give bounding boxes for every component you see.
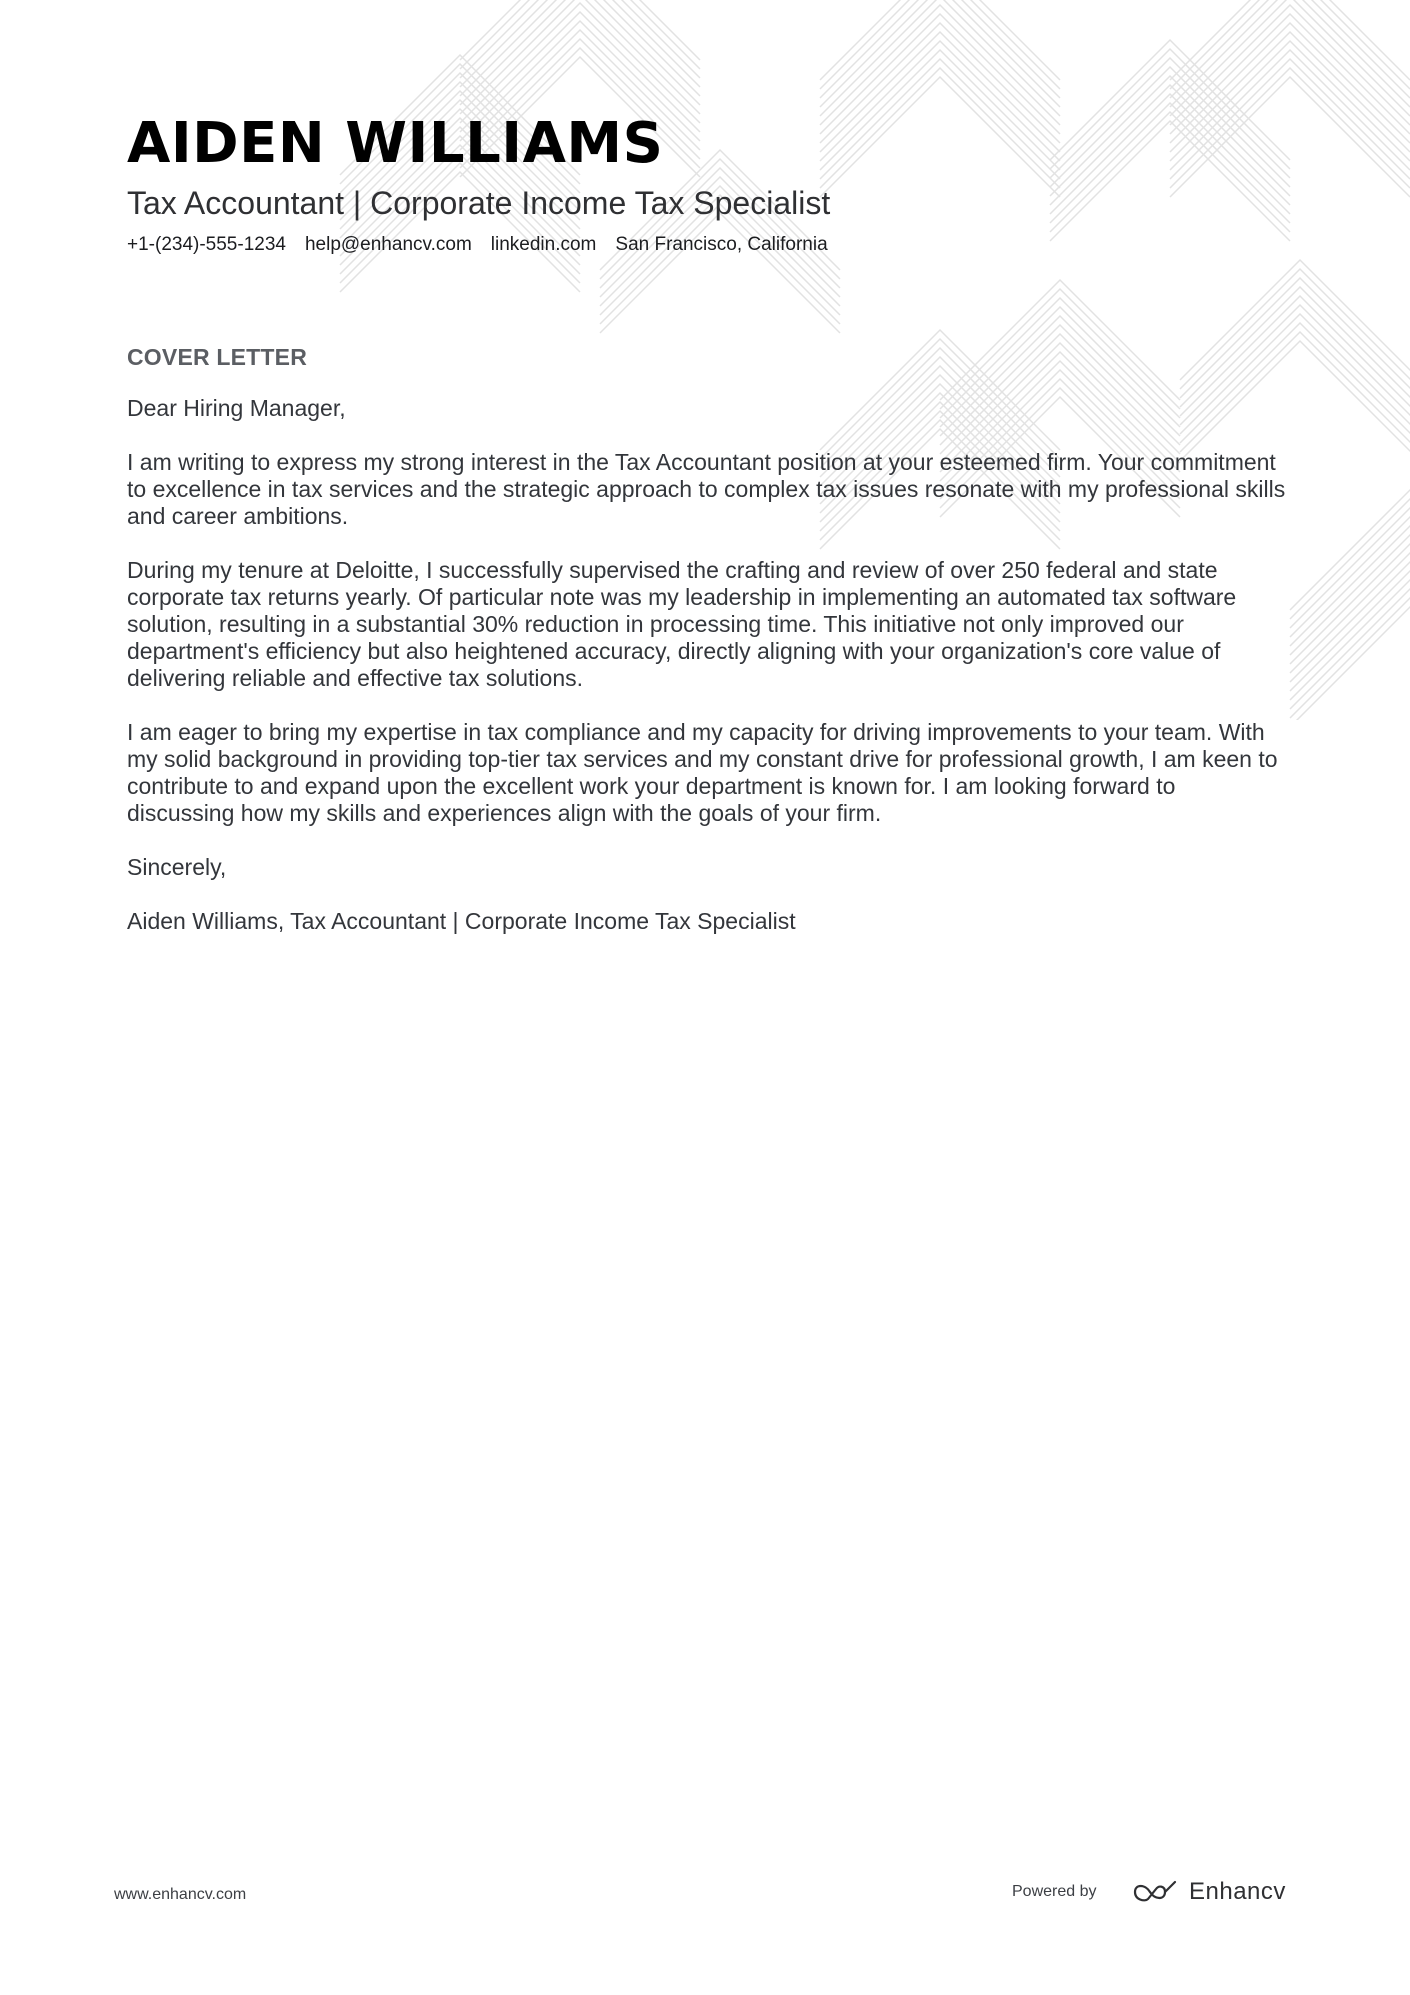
section-title: COVER LETTER [127,344,308,370]
letter-salutation: Dear Hiring Manager, [127,395,346,421]
candidate-title: Tax Accountant | Corporate Income Tax Specialist [127,185,831,221]
letter-paragraph-1: I am writing to express my strong interest in the Tax Accountant position at your esteemed firm. Your commitment to excellence in tax services and the strategic approach to complex tax issues resonate with my professional skills and career ambitions. [127,449,1286,529]
linkedin-link[interactable]: linkedin.com [490,234,597,255]
candidate-name: AIDEN WILLIAMS [127,111,664,176]
letter-paragraph-3: I am eager to bring my expertise in tax compliance and my capacity for driving improvements to your team. With my solid background in providing top-tier tax services and my constant drive for professional growth, I am keen to contribute to and expand upon the excellent work your department is known for. I am looking forward to discussing how my skills and experiences align with the goals of your firm. [127,719,1278,826]
footer-website-link[interactable]: www.enhancv.com [114,1886,247,1903]
email-address[interactable]: help@enhancv.com [304,234,472,255]
brand-name: Enhancv [1189,1878,1286,1905]
powered-by-label: Powered by [1012,1883,1097,1900]
letter-body [127,395,1287,962]
phone-number[interactable]: +1-(234)-555-1234 [127,234,286,255]
enhancv-logo-icon [1131,1880,1179,1904]
letter-paragraph-2: During my tenure at Deloitte, I successfully supervised the crafting and review of over 250 federal and state corporate tax returns yearly. Of particular note was my leadership in implementing an automated tax software solution, resulting in a substantial 30% reduction in processing time. This initiative not only improved our department's efficiency but also heightened accuracy, directly aligning with your organization's core value of delivering reliable and effective tax solutions. [127,557,1237,691]
location: San Francisco, California [615,234,828,255]
letter-closing: Sincerely, [127,854,227,880]
enhancv-logo[interactable] [1131,1876,1286,1908]
contact-info [127,232,828,258]
letter-signature: Aiden Williams, Tax Accountant | Corporate Income Tax Specialist [127,908,796,934]
